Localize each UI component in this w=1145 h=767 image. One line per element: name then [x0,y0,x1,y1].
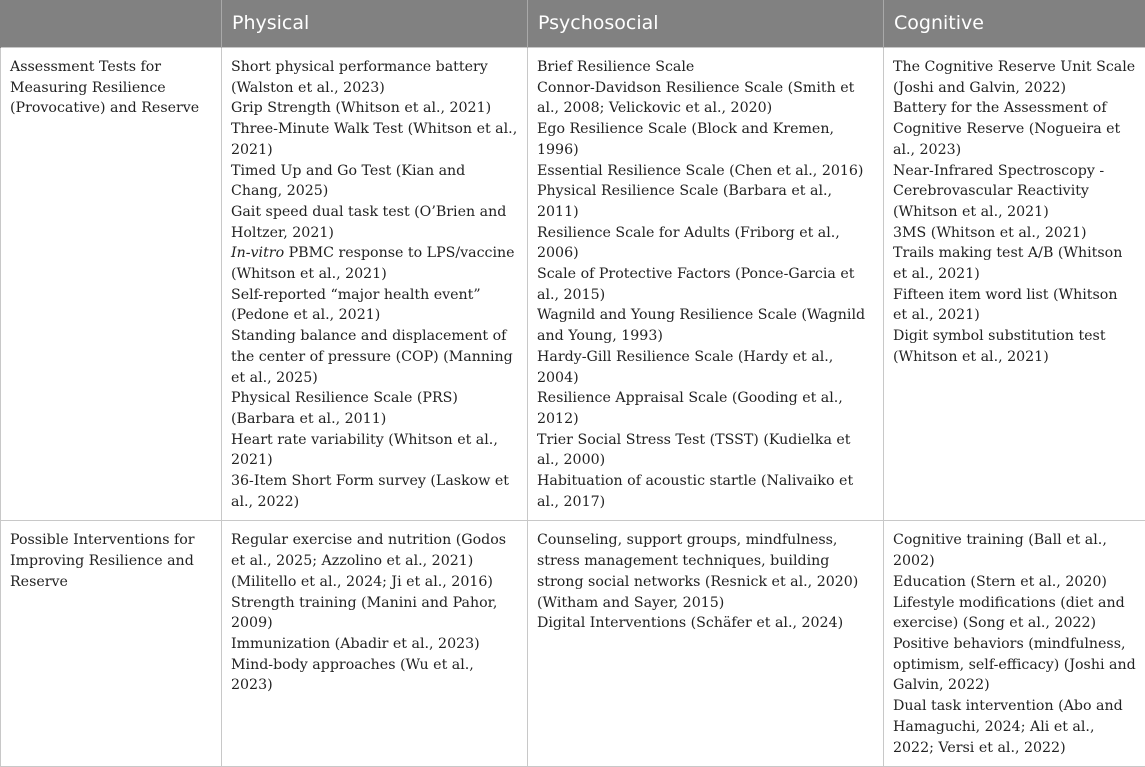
table-row [1,48,1145,521]
list-item: Scale of Protective Factors (Ponce-Garcia et al., 2015) [537,264,874,305]
row-label: Assessment Tests for Measuring Resilience (Provocative) and Reserve [10,59,199,116]
header-blank [1,0,222,48]
list-item: Positive behaviors (mindfulness, optimism, self-efficacy) (Joshi and Galvin, 2022) [893,634,1136,696]
list-item: Physical Resilience Scale (Barbara et al., 2011) [537,181,874,222]
list-item: Digital Interventions (Schäfer et al., 2024) [537,613,874,634]
list-item [231,243,518,284]
list-item: Near-Infrared Spectroscopy - Cerebrovascular Reactivity (Whitson et al., 2021) [893,161,1136,223]
list-item: Wagnild and Young Resilience Scale (Wagnild and Young, 1993) [537,305,874,346]
list-item: Short physical performance battery (Walston et al., 2023) [231,57,518,98]
list-item: Fifteen item word list (Whitson et al., 2021) [893,285,1136,326]
list-item: Habituation of acoustic startle (Nalivaiko et al., 2017) [537,471,874,512]
italic-term: In-vitro [231,245,284,261]
cognitive-cell [884,521,1145,767]
list-item: Timed Up and Go Test (Kian and Chang, 2025) [231,161,518,202]
list-item: Cognitive training (Ball et al., 2002) [893,530,1136,571]
list-item: Regular exercise and nutrition (Godos et al., 2025; Azzolino et al., 2021) (Militello et al., 2024; Ji et al., 2016) [231,530,518,592]
list-item: The Cognitive Reserve Unit Scale (Joshi and Galvin, 2022) [893,57,1136,98]
list-item: 36-Item Short Form survey (Laskow et al., 2022) [231,471,518,512]
list-item: Self-reported “major health event” (Pedone et al., 2021) [231,285,518,326]
list-item: Grip Strength (Whitson et al., 2021) [231,98,518,119]
list-item: Three-Minute Walk Test (Whitson et al., 2021) [231,119,518,160]
list-item: Ego Resilience Scale (Block and Kremen, 1996) [537,119,874,160]
list-item: Dual task intervention (Abo and Hamaguchi, 2024; Ali et al., 2022; Versi et al., 2022) [893,696,1136,758]
row-label: Possible Interventions for Improving Resilience and Reserve [10,532,195,589]
list-item: Digit symbol substitution test (Whitson et al., 2021) [893,326,1136,367]
list-item: Resilience Scale for Adults (Friborg et al., 2006) [537,223,874,264]
list-item: Trier Social Stress Test (TSST) (Kudielka et al., 2000) [537,430,874,471]
list-item: Education (Stern et al., 2020) [893,572,1136,593]
list-item: Physical Resilience Scale (PRS) (Barbara et al., 2011) [231,388,518,429]
list-item: Counseling, support groups, mindfulness, stress management techniques, building strong social networks (Resnick et al., 2020) (Witham and Sayer, 2015) [537,530,874,613]
list-item: Connor-Davidson Resilience Scale (Smith et al., 2008; Velickovic et al., 2020) [537,78,874,119]
list-item: Resilience Appraisal Scale (Gooding et al., 2012) [537,388,874,429]
list-item: Trails making test A/B (Whitson et al., 2021) [893,243,1136,284]
list-item: Gait speed dual task test (O’Brien and Holtzer, 2021) [231,202,518,243]
list-item: Strength training (Manini and Pahor, 2009) [231,593,518,634]
cognitive-cell [884,48,1145,521]
physical-cell [222,48,528,521]
list-item: Hardy-Gill Resilience Scale (Hardy et al., 2004) [537,347,874,388]
physical-cell [222,521,528,767]
row-label-cell [1,521,222,767]
list-item: Battery for the Assessment of Cognitive Reserve (Nogueira et al., 2023) [893,98,1136,160]
list-item: 3MS (Whitson et al., 2021) [893,223,1136,244]
header-physical: Physical [222,0,528,48]
list-item: Mind-body approaches (Wu et al., 2023) [231,655,518,696]
header-row [1,0,1145,48]
psychosocial-cell [528,521,884,767]
list-item: Brief Resilience Scale [537,57,874,78]
row-label-cell [1,48,222,521]
list-item: Standing balance and displacement of the center of pressure (COP) (Manning et al., 2025) [231,326,518,388]
list-item: Heart rate variability (Whitson et al., 2021) [231,430,518,471]
list-item: Immunization (Abadir et al., 2023) [231,634,518,655]
header-cognitive: Cognitive [884,0,1145,48]
psychosocial-cell [528,48,884,521]
header-psychosocial: Psychosocial [528,0,884,48]
table-row [1,521,1145,767]
item-text: PBMC response to LPS/vaccine (Whitson et al., 2021) [231,245,515,282]
list-item: Lifestyle modifications (diet and exercise) (Song et al., 2022) [893,593,1136,634]
list-item: Essential Resilience Scale (Chen et al., 2016) [537,161,874,182]
